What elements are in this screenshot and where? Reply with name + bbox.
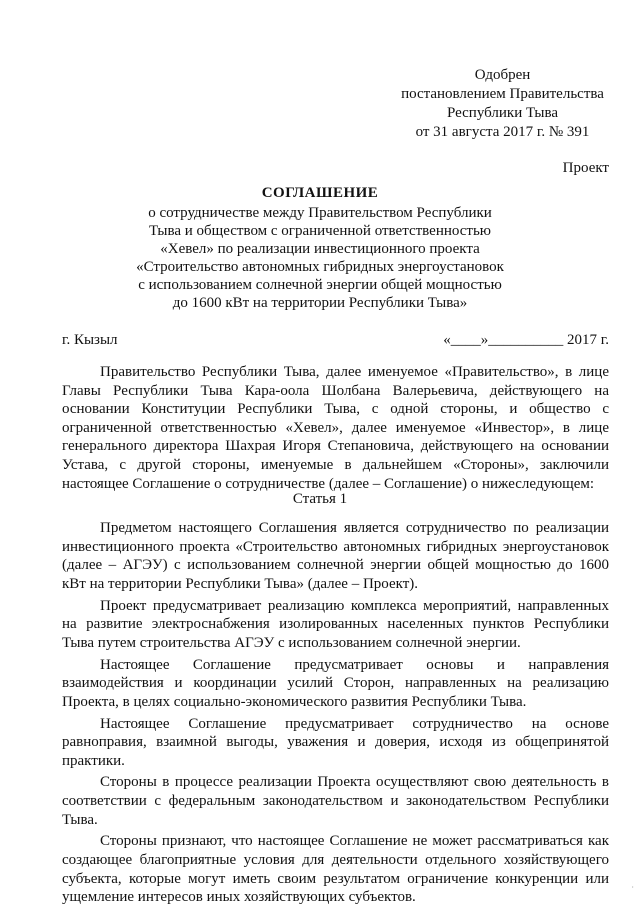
article-paragraph: Стороны в процессе реализации Проекта осуществляют свою деятельность в соответствии с федеральным законодательством и законодательством Республики Тыва. xyxy=(62,774,609,828)
title-line: «Хевел» по реализации инвестиционного проекта xyxy=(160,241,480,257)
title-line: Тыва и обществом с ограниченной ответственностью xyxy=(148,223,492,239)
approval-line: Республики Тыва xyxy=(446,105,559,121)
article-heading: Статья 1 xyxy=(292,491,348,507)
project-label: Проект xyxy=(562,160,609,176)
article-paragraph: Настоящее Соглашение предусматривает сотрудничество на основе равноправия, взаимной выгоды, уважения и доверия, исходя из общепринятой практики. xyxy=(62,715,609,769)
title-line: о сотрудничестве между Правительством Республики xyxy=(148,205,492,221)
approval-stamp xyxy=(395,66,610,142)
scan-mark: · xyxy=(631,883,634,892)
article-body xyxy=(62,519,609,910)
article-paragraph: Проект предусматривает реализацию комплекса мероприятий, направленных на развитие электроснабжения изолированных населенных пунктов Республики Тыва путем строительства АГЭУ с использованием солнечной энергии. xyxy=(62,597,609,651)
title-subtitle xyxy=(120,204,520,312)
title-line: «Строительство автономных гибридных энергоустановок xyxy=(136,259,504,275)
title-line: с использованием солнечной энергии общей мощностью xyxy=(138,277,502,293)
approval-line: Одобрен xyxy=(474,67,531,83)
signing-date: «____»__________ 2017 г. xyxy=(443,332,609,348)
article-paragraph: Предметом настоящего Соглашения является сотрудничество по реализации инвестиционного проекта «Строительство автономных гибридных энергоустановок (далее – АГЭУ) с использованием солнечной энергии общей мощностью до 1600 кВт на территории Республики Тыва» (далее – Проект). xyxy=(62,520,609,592)
article-paragraph: Настоящее Соглашение предусматривает основы и направления взаимодействия и координации усилий Сторон, направленных на реализацию Проекта, в целях социально-экономического развития Республики Тыва. xyxy=(62,656,609,710)
article-paragraph: Стороны признают, что настоящее Соглашение не может рассматриваться как создающее благоприятные условия для деятельности отдельного хозяйствующего субъекта, которые могут иметь своим результатом ограничение конкуренции или ущемление интересов иных хозяйствующих субъектов. xyxy=(62,833,609,906)
title-heading: СОГЛАШЕНИЕ xyxy=(261,185,379,201)
approval-line: постановлением Правительства xyxy=(401,86,604,102)
approval-date-line: от 31 августа 2017 г. № 391 xyxy=(415,124,590,140)
preamble-section xyxy=(62,363,609,493)
document-title xyxy=(120,184,520,312)
place-of-signing: г. Кызыл xyxy=(62,332,118,348)
title-line: до 1600 кВт на территории Республики Тыва» xyxy=(172,295,468,311)
preamble-paragraph: Правительство Республики Тыва, далее именуемое «Правительство», в лице Главы Республики Тыва Кара-оола Шолбана Валерьевича, действующего на основании Конституции Республики Тыва, с одной стороны, и общество с ограниченной ответственностью «Хевел», далее именуемое «Инвестор», в лице генерального директора Шахрая Игоря Степановича, действующего на основании Устава, с другой стороны, именуемые в дальнейшем «Стороны», заключили настоящее Соглашение о сотрудничестве (далее – Соглашение) о нижеследующем: xyxy=(62,364,609,492)
